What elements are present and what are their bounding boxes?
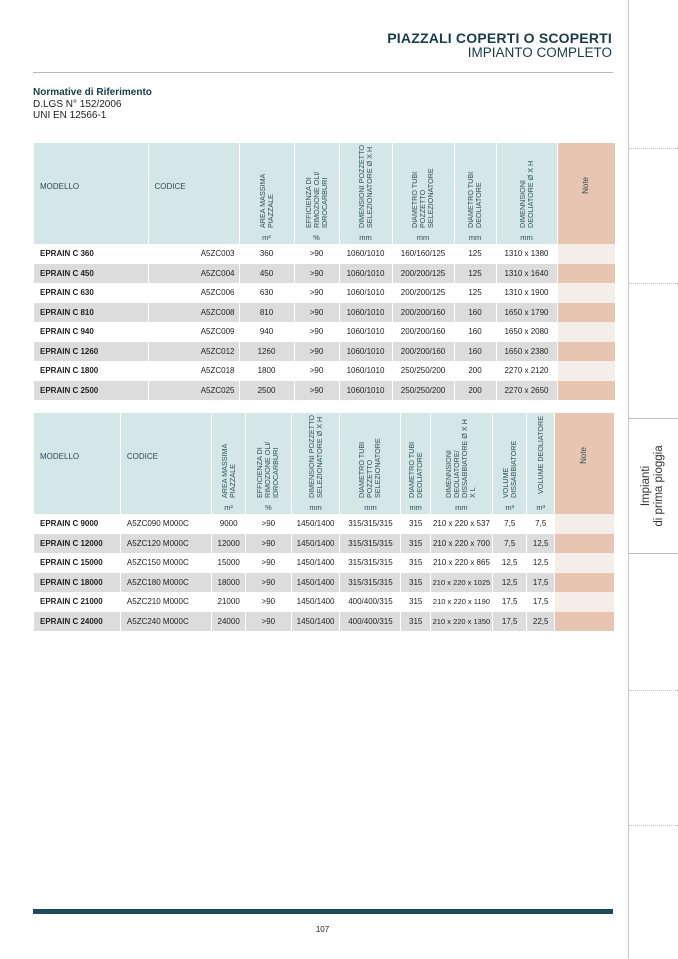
- model-cell: EPRAIN C 24000: [34, 612, 120, 632]
- value-cell: 1310 x 1640: [496, 264, 557, 284]
- col-header-dim-deoliatore: DIMENNSIONI DEOLIATORE Ø X H: [496, 143, 557, 230]
- table-row: [34, 553, 615, 573]
- note-cell: [557, 322, 615, 342]
- references-title: Normative di Riferimento: [33, 87, 152, 98]
- value-cell: 1450/1400: [291, 592, 340, 612]
- col-header-dim-pozzetto: DIMENSIONI POZZETTO SELEZIONATORE Ø X H: [291, 413, 340, 500]
- value-cell: 12,5: [527, 534, 554, 554]
- value-cell: 125: [454, 244, 496, 264]
- table-row: [34, 361, 615, 381]
- header-divider: [33, 72, 613, 73]
- col-header-dim-pozzetto: DIMENSIONI POZZETTO SELEZIONATORE Ø X H: [339, 143, 392, 230]
- value-cell: 250/250/200: [392, 361, 454, 381]
- value-cell: >90: [294, 244, 339, 264]
- col-header-efficienza: EFFICIENZA DI RIMOZIONE OLI/ IDROCARBURI: [245, 413, 291, 500]
- value-cell: 315/315/315: [340, 534, 401, 554]
- unit-cell: mm: [340, 500, 401, 514]
- value-cell: 400/400/315: [340, 612, 401, 632]
- value-cell: 12,5: [492, 553, 527, 573]
- value-cell: 200/200/160: [392, 342, 454, 362]
- value-cell: 1260: [239, 342, 294, 362]
- table-row: [34, 264, 615, 284]
- value-cell: 1060/1010: [339, 322, 392, 342]
- code-cell: A5ZC025: [148, 381, 239, 401]
- value-cell: 1450/1400: [291, 534, 340, 554]
- code-cell: A5ZC150 M000C: [120, 553, 211, 573]
- code-cell: A5ZC008: [148, 303, 239, 323]
- col-header-note: Note: [554, 413, 614, 500]
- model-cell: EPRAIN C 12000: [34, 534, 120, 554]
- code-cell: A5ZC004: [148, 264, 239, 284]
- value-cell: 200: [454, 381, 496, 401]
- value-cell: 1060/1010: [339, 303, 392, 323]
- value-cell: 9000: [212, 514, 246, 534]
- col-header-vol-deoliatore: VOLUME DEOLIATORE: [527, 413, 554, 500]
- unit-cell: mm: [392, 230, 454, 244]
- side-separator: [629, 283, 678, 284]
- value-cell: 450: [239, 264, 294, 284]
- value-cell: 940: [239, 322, 294, 342]
- col-header-area: AREA MASSIMA PIAZZALE: [212, 413, 246, 500]
- value-cell: 315: [401, 553, 430, 573]
- code-cell: A5ZC210 M000C: [120, 592, 211, 612]
- value-cell: 125: [454, 264, 496, 284]
- value-cell: 160/160/125: [392, 244, 454, 264]
- code-cell: A5ZC012: [148, 342, 239, 362]
- note-cell: [557, 303, 615, 323]
- value-cell: 17,5: [492, 612, 527, 632]
- value-cell: 200/200/125: [392, 264, 454, 284]
- value-cell: 210 x 220 x 1025: [430, 573, 492, 593]
- unit-cell: m³: [492, 500, 527, 514]
- value-cell: 1310 x 1380: [496, 244, 557, 264]
- value-cell: 160: [454, 322, 496, 342]
- col-header-modello: MODELLO: [34, 143, 148, 230]
- value-cell: 2270 x 2120: [496, 361, 557, 381]
- col-header-diam-tubi-deoliatore: DIAMETRO TUBI DEOLIATORE: [454, 143, 496, 230]
- col-header-codice: CODICE: [120, 413, 211, 500]
- value-cell: 200: [454, 361, 496, 381]
- value-cell: >90: [294, 381, 339, 401]
- col-header-codice: CODICE: [148, 143, 239, 230]
- table-row: [34, 244, 615, 264]
- value-cell: 315: [401, 514, 430, 534]
- value-cell: 12000: [212, 534, 246, 554]
- unit-cell: %: [294, 230, 339, 244]
- note-cell: [554, 592, 614, 612]
- model-cell: EPRAIN C 15000: [34, 553, 120, 573]
- value-cell: 12,5: [527, 553, 554, 573]
- model-cell: EPRAIN C 1260: [34, 342, 148, 362]
- unit-cell: [148, 230, 239, 244]
- table-header-row: [34, 413, 615, 500]
- note-cell: [557, 342, 615, 362]
- value-cell: 1650 x 2080: [496, 322, 557, 342]
- note-cell: [557, 381, 615, 401]
- value-cell: 1650 x 2380: [496, 342, 557, 362]
- model-cell: EPRAIN C 810: [34, 303, 148, 323]
- col-header-note: Note: [557, 143, 615, 230]
- value-cell: >90: [294, 303, 339, 323]
- value-cell: 630: [239, 283, 294, 303]
- reference-line: D.LGS N° 152/2006: [33, 98, 122, 110]
- value-cell: 1450/1400: [291, 573, 340, 593]
- page-number: 107: [315, 925, 330, 934]
- value-cell: 7,5: [492, 514, 527, 534]
- value-cell: >90: [294, 264, 339, 284]
- note-cell: [557, 361, 615, 381]
- value-cell: >90: [294, 322, 339, 342]
- note-cell: [554, 553, 614, 573]
- table-row: [34, 322, 615, 342]
- model-cell: EPRAIN C 940: [34, 322, 148, 342]
- note-cell: [554, 514, 614, 534]
- model-cell: EPRAIN C 21000: [34, 592, 120, 612]
- value-cell: >90: [245, 573, 291, 593]
- value-cell: 17,5: [527, 592, 554, 612]
- value-cell: >90: [245, 514, 291, 534]
- value-cell: 360: [239, 244, 294, 264]
- value-cell: 1450/1400: [291, 612, 340, 632]
- value-cell: 17,5: [492, 592, 527, 612]
- value-cell: 24000: [212, 612, 246, 632]
- value-cell: 210 x 220 x 537: [430, 514, 492, 534]
- unit-cell: mm: [496, 230, 557, 244]
- unit-cell: [34, 500, 120, 514]
- code-cell: A5ZC180 M000C: [120, 573, 211, 593]
- references-block: [33, 87, 152, 122]
- section-tab-line2: di prima pioggia: [653, 445, 665, 527]
- value-cell: 12,5: [492, 573, 527, 593]
- value-cell: >90: [245, 612, 291, 632]
- value-cell: 315: [401, 612, 430, 632]
- section-tab-line1: Impianti: [640, 465, 652, 507]
- col-header-modello: MODELLO: [34, 413, 120, 500]
- value-cell: 2500: [239, 381, 294, 401]
- note-cell: [557, 264, 615, 284]
- value-cell: 210 x 220 x 700: [430, 534, 492, 554]
- side-separator: [629, 825, 678, 826]
- value-cell: >90: [245, 553, 291, 573]
- unit-cell: mm: [291, 500, 340, 514]
- value-cell: 200/200/160: [392, 303, 454, 323]
- value-cell: 1450/1400: [291, 514, 340, 534]
- value-cell: 315/315/315: [340, 514, 401, 534]
- value-cell: 200/200/160: [392, 322, 454, 342]
- section-tab-label: [640, 445, 666, 526]
- note-cell: [554, 534, 614, 554]
- note-cell: [554, 612, 614, 632]
- value-cell: 1060/1010: [339, 283, 392, 303]
- value-cell: 1650 x 1790: [496, 303, 557, 323]
- value-cell: 315: [401, 573, 430, 593]
- value-cell: 1800: [239, 361, 294, 381]
- unit-cell: [34, 230, 148, 244]
- value-cell: 15000: [212, 553, 246, 573]
- model-cell: EPRAIN C 9000: [34, 514, 120, 534]
- value-cell: 125: [454, 283, 496, 303]
- value-cell: 17,5: [527, 573, 554, 593]
- unit-cell: m²: [239, 230, 294, 244]
- unit-cell: mm: [430, 500, 492, 514]
- value-cell: 7,5: [492, 534, 527, 554]
- value-cell: >90: [294, 342, 339, 362]
- value-cell: 21000: [212, 592, 246, 612]
- spec-table-1: [34, 143, 616, 400]
- value-cell: 315: [401, 534, 430, 554]
- value-cell: 1310 x 1900: [496, 283, 557, 303]
- model-cell: EPRAIN C 2500: [34, 381, 148, 401]
- units-row: [34, 230, 615, 244]
- value-cell: 250/250/200: [392, 381, 454, 401]
- unit-cell: mm: [401, 500, 430, 514]
- value-cell: 210 x 220 x 1350: [430, 612, 492, 632]
- unit-cell: mm: [339, 230, 392, 244]
- table-row: [34, 534, 615, 554]
- value-cell: 315/315/315: [340, 573, 401, 593]
- note-cell: [554, 573, 614, 593]
- value-cell: 810: [239, 303, 294, 323]
- code-cell: A5ZC090 M000C: [120, 514, 211, 534]
- value-cell: 7,5: [527, 514, 554, 534]
- value-cell: >90: [245, 534, 291, 554]
- unit-cell: %: [245, 500, 291, 514]
- code-cell: A5ZC003: [148, 244, 239, 264]
- col-header-dim-deoliatore: DIMENNSIONI DEOLIATORE/ DISSABBIATORE Ø X H X L: [430, 413, 492, 500]
- model-cell: EPRAIN C 1800: [34, 361, 148, 381]
- model-cell: EPRAIN C 360: [34, 244, 148, 264]
- table-row: [34, 283, 615, 303]
- value-cell: 1060/1010: [339, 361, 392, 381]
- col-header-diam-tubi-pozzetto: DIAMETRO TUBI POZZETTO SELEZIONATORE: [392, 143, 454, 230]
- footer-bar: [33, 909, 613, 914]
- value-cell: 1060/1010: [339, 244, 392, 264]
- page-title: PIAZZALI COPERTI O SCOPERTI: [387, 30, 612, 46]
- value-cell: 1450/1400: [291, 553, 340, 573]
- value-cell: 160: [454, 342, 496, 362]
- side-separator: [629, 148, 678, 149]
- note-cell: [557, 283, 615, 303]
- spec-table-2: [34, 413, 615, 631]
- code-cell: A5ZC240 M000C: [120, 612, 211, 632]
- value-cell: 315: [401, 592, 430, 612]
- value-cell: 1060/1010: [339, 381, 392, 401]
- table-row: [34, 514, 615, 534]
- table-row: [34, 592, 615, 612]
- table-row: [34, 342, 615, 362]
- value-cell: 315/315/315: [340, 553, 401, 573]
- value-cell: >90: [294, 361, 339, 381]
- code-cell: A5ZC018: [148, 361, 239, 381]
- unit-cell: [554, 500, 614, 514]
- value-cell: >90: [294, 283, 339, 303]
- unit-cell: mm: [454, 230, 496, 244]
- side-separator: [629, 690, 678, 691]
- value-cell: 22,5: [527, 612, 554, 632]
- table-header-row: [34, 143, 615, 230]
- page-subtitle: IMPIANTO COMPLETO: [467, 45, 612, 60]
- model-cell: EPRAIN C 450: [34, 264, 148, 284]
- value-cell: 210 x 220 x 1190: [430, 592, 492, 612]
- unit-cell: m³: [527, 500, 554, 514]
- value-cell: 1060/1010: [339, 264, 392, 284]
- code-cell: A5ZC009: [148, 322, 239, 342]
- units-row: [34, 500, 615, 514]
- table-row: [34, 612, 615, 632]
- code-cell: A5ZC120 M000C: [120, 534, 211, 554]
- code-cell: A5ZC006: [148, 283, 239, 303]
- unit-cell: m²: [212, 500, 246, 514]
- model-cell: EPRAIN C 630: [34, 283, 148, 303]
- unit-cell: [120, 500, 211, 514]
- table-row: [34, 303, 615, 323]
- value-cell: 1060/1010: [339, 342, 392, 362]
- col-header-diam-tubi-pozzetto: DIAMETRO TUBI POZZETTO SELEZIONATORE: [340, 413, 401, 500]
- model-cell: EPRAIN C 18000: [34, 573, 120, 593]
- col-header-vol-dissabbiatore: VOLUME DISSABBIATORE: [492, 413, 527, 500]
- value-cell: 210 x 220 x 865: [430, 553, 492, 573]
- table-row: [34, 381, 615, 401]
- value-cell: 160: [454, 303, 496, 323]
- reference-line: UNI EN 12566-1: [33, 110, 107, 121]
- table-row: [34, 573, 615, 593]
- col-header-efficienza: EFFICIENZA DI RIMOZIONE OLI/ IDROCARBURI: [294, 143, 339, 230]
- note-cell: [557, 244, 615, 264]
- unit-cell: [557, 230, 615, 244]
- value-cell: 18000: [212, 573, 246, 593]
- col-header-diam-tubi-deoliatore: DIAMETRO TUBI DEOLIATORE: [401, 413, 430, 500]
- value-cell: 400/400/315: [340, 592, 401, 612]
- value-cell: 200/200/125: [392, 283, 454, 303]
- value-cell: >90: [245, 592, 291, 612]
- col-header-area: AREA MASSIMA PIAZZALE: [239, 143, 294, 230]
- value-cell: 2270 x 2650: [496, 381, 557, 401]
